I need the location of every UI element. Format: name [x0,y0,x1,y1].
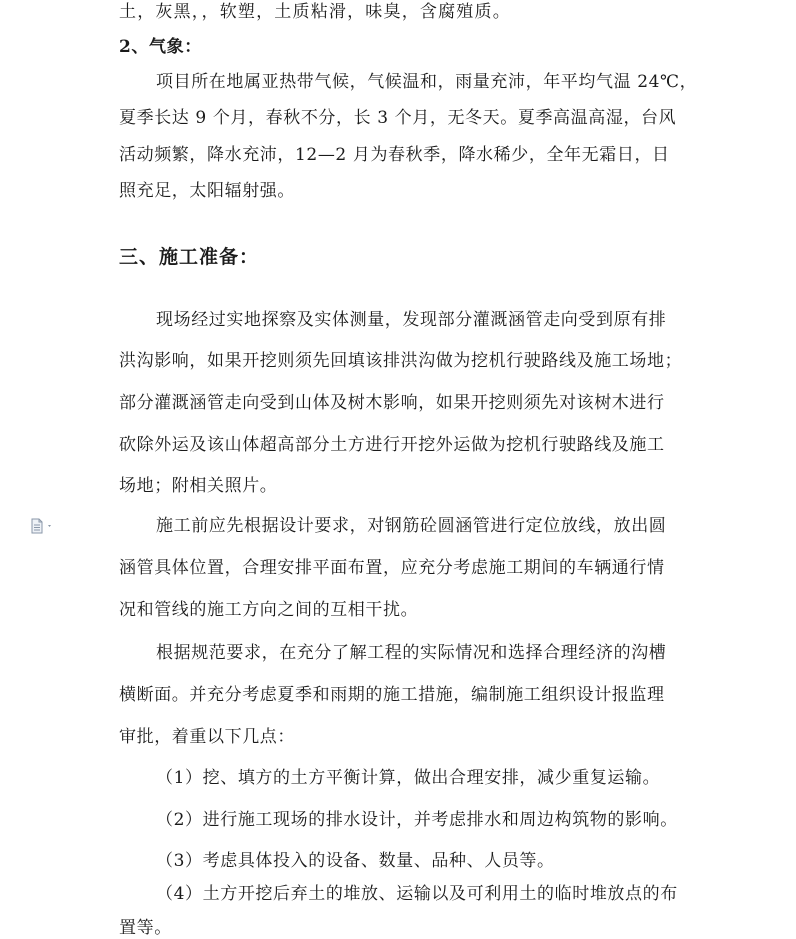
text-line: 现场经过实地探察及实体测量，发现部分灌溉涵管走向受到原有排 [156,310,667,330]
chevron-down-icon [48,525,51,527]
text-line: 根据规范要求，在充分了解工程的实际情况和选择合理经济的沟槽 [156,643,667,663]
text-line: 照充足，太阳辐射强。 [119,181,295,201]
text-line: 活动频繁，降水充沛，12—2 月为春秋季，降水稀少，全年无霜日，日 [119,145,670,165]
list-item: （2）进行施工现场的排水设计，并考虑排水和周边构筑物的影响。 [156,810,678,830]
text-line: 涵管具体位置，合理安排平面布置，应充分考虑施工期间的车辆通行情 [119,558,665,578]
text-line: 项目所在地属亚热带气候，气候温和，雨量充沛，年平均气温 24℃， [156,72,698,92]
list-item: （1）挖、填方的土方平衡计算，做出合理安排，减少重复运输。 [156,768,661,788]
text-line: 砍除外运及该山体超高部分土方进行开挖外运做为挖机行驶路线及施工 [119,435,665,455]
section-heading-construction-prep: 三、施工准备： [119,246,260,268]
text-line: 置等。 [119,918,172,938]
text-line: 洪沟影响，如果开挖则须先回填该排洪沟做为挖机行驶路线及施工场地； [119,351,683,371]
text-line: 施工前应先根据设计要求，对钢筋砼圆涵管进行定位放线，放出圆 [156,516,667,536]
subsection-heading-climate: 2、气象： [119,37,202,57]
document-paragraph-icon[interactable] [30,518,56,534]
text-line: 况和管线的施工方向之间的互相干扰。 [119,600,419,620]
list-item: （4）土方开挖后弃土的堆放、运输以及可利用土的临时堆放点的布 [156,884,678,904]
text-line: 夏季长达 9 个月，春秋不分，长 3 个月，无冬天。夏季高温高湿，台风 [119,108,677,128]
text-line: 部分灌溉涵管走向受到山体及树木影响，如果开挖则须先对该树木进行 [119,393,665,413]
text-line: 横断面。并充分考虑夏季和雨期的施工措施，编制施工组织设计报监理 [119,685,665,705]
text-line: 土，灰黑，，软塑，土质粘滑，味臭，含腐殖质。 [119,2,511,22]
text-line: 场地；附相关照片。 [119,476,278,496]
list-item: （3）考虑具体投入的设备、数量、品种、人员等。 [156,851,555,871]
text-line: 审批，着重以下几点： [119,727,295,747]
